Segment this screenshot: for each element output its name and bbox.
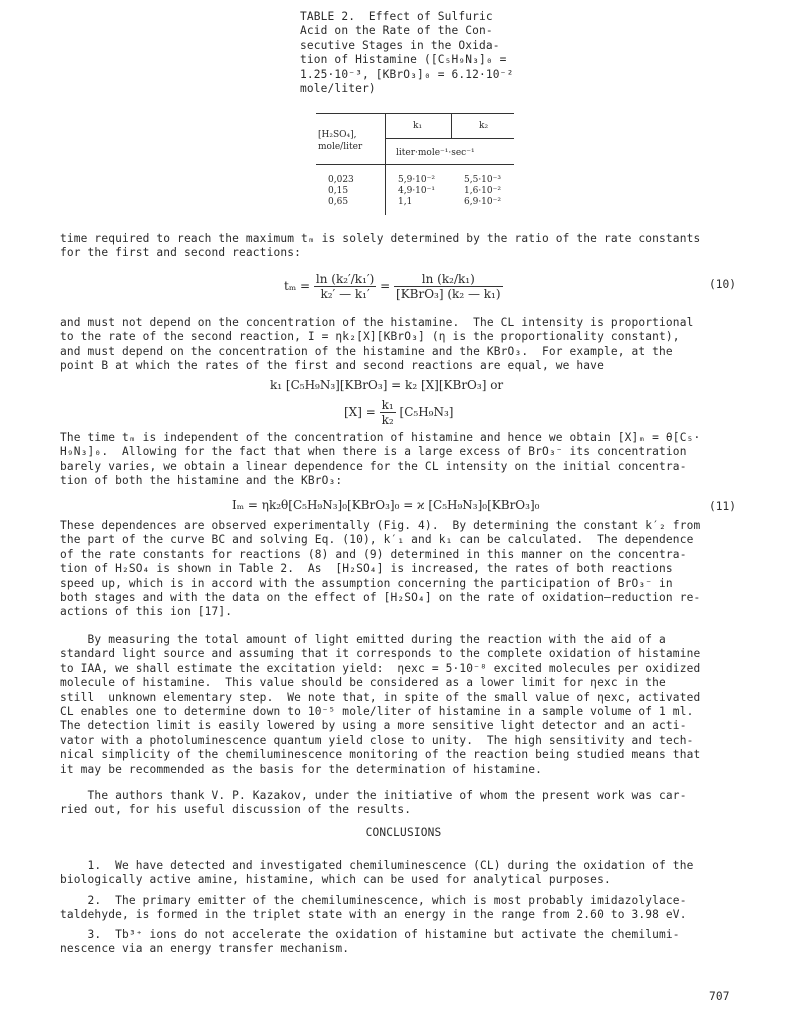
table-header-rule [316, 164, 514, 165]
paragraph [60, 789, 750, 818]
text-line: H₉N₃]₀. Allowing for the fact that when there is a large excess of BrO₃⁻ its concentration [60, 445, 687, 459]
equation-rates-equal: k₁ [C₅H₉N₃][KBrO₃] = k₂ [X][KBrO₃] or [270, 378, 504, 392]
equation-rhs: [C₅H₉N₃] [399, 405, 454, 419]
equation-number: (10) [709, 278, 736, 291]
text-line: TABLE 2. Effect of Sulfuric [300, 10, 493, 23]
text-line: 2. The primary emitter of the chemiluminescence, which is most probably imidazolylace- [60, 894, 687, 907]
conclusion-item [60, 859, 750, 888]
equation-fraction [394, 272, 503, 301]
text-line: both stages and with the data on the effect of [H₂SO₄] on the rate of oxidation—reduction re- [60, 591, 701, 605]
fraction-numerator: k₁ [381, 398, 394, 412]
equation-equals: = [380, 279, 391, 293]
table-cell: 0,65 [328, 197, 349, 207]
text-line: point B at which the rates of the first and second reactions are equal, we have [60, 359, 604, 373]
text-line: for the first and second reactions: [60, 246, 301, 260]
equation-number: (11) [709, 500, 736, 513]
equation-x [344, 398, 453, 427]
paragraph [60, 431, 750, 489]
text-line: time required to reach the maximum tₘ is solely determined by the ratio of the rate constants [60, 232, 701, 245]
text-line: actions of this ion [17]. [60, 605, 233, 619]
text-line: nescence via an energy transfer mechanism. [60, 942, 350, 956]
paragraph [60, 633, 750, 777]
text-line: 1. We have detected and investigated chemiluminescence (CL) during the oxidation of the [60, 859, 694, 872]
table-column-divider [451, 113, 452, 138]
text-line: 3. Tb³⁺ ions do not accelerate the oxidation of histamine but activate the chemilumi- [60, 928, 680, 941]
text-line: 1.25·10⁻³, [KBrO₃]₀ = 6.12·10⁻² [300, 67, 514, 81]
table-caption [300, 10, 535, 96]
text-line: speed up, which is in accord with the assumption concerning the participation of BrO₃⁻ in [60, 576, 673, 590]
text-line: tion of both the histamine and the KBrO₃: [60, 474, 343, 488]
text-line: it may be recommended as the basis for the determination of histamine. [60, 762, 542, 776]
text-line: taldehyde, is formed in the triplet state with an energy in the range from 2.60 to 3.98 eV. [60, 908, 687, 922]
text-line: to the rate of the second reaction, I = ηk₂[X][KBrO₃] (η is the proportionality constant), [60, 330, 680, 344]
table-header-k1: k₁ [413, 121, 423, 131]
text-line: nical simplicity of the chemiluminescence monitoring of the reaction being studied means that [60, 748, 701, 762]
text-line: biologically active amine, histamine, which can be used for analytical purposes. [60, 873, 611, 887]
text-line: By measuring the total amount of light emitted during the reaction with the aid of a [60, 633, 666, 646]
text-line: mole/liter) [300, 82, 376, 96]
equation-10 [284, 272, 503, 301]
text-line: to IAA, we shall estimate the excitation yield: ηexc = 5·10⁻⁸ excited molecules per oxidized [60, 661, 701, 675]
table-cell: 0,023 [328, 175, 354, 185]
text-line: The authors thank V. P. Kazakov, under the initiative of whom the present work was car- [60, 789, 687, 802]
fraction-numerator: ln (k₂/k₁) [394, 272, 503, 287]
equation-lhs: tₘ = [284, 279, 311, 293]
equation-11: Iₘ = ηk₂θ[C₅H₉N₃]₀[KBrO₃]₀ = ϰ [C₅H₉N₃]₀[KBrO₃]₀ [232, 498, 540, 512]
table-header-h2so4-line1: [H₂SO₄], [318, 130, 357, 140]
table-cell: 4,9·10⁻¹ [398, 186, 435, 196]
text-line: still unknown elementary step. We note that, in spite of the small value of ηexc, activated [60, 690, 701, 704]
text-line: tion of H₂SO₄ is shown in Table 2. As [H₂SO₄] is increased, the rates of both reactions [60, 562, 673, 576]
text-line: tion of Histamine ([C₅H₉N₃]₀ = [300, 53, 507, 67]
conclusion-item [60, 894, 750, 923]
equation-fraction [314, 272, 376, 301]
equation-lhs: [X] = [344, 405, 376, 419]
table-cell: 1,1 [398, 197, 413, 207]
text-line: standard light source and assuming that it corresponds to the complete oxidation of histamine [60, 647, 701, 661]
table-2 [316, 113, 514, 217]
text-line: ried out, for his useful discussion of the results. [60, 803, 412, 817]
paragraph [60, 316, 750, 374]
equation-fraction [380, 398, 396, 427]
fraction-denominator: k₂′ — k₁′ [320, 287, 370, 301]
fraction-denominator: [KBrO₃] (k₂ — k₁) [396, 287, 501, 301]
page-number: 707 [709, 990, 730, 1003]
fraction-denominator: k₂ [381, 413, 394, 427]
fraction-numerator: ln (k₂′/k₁′) [315, 272, 375, 286]
table-header-h2so4-line2: mole/liter [318, 142, 363, 152]
table-cell: 5,5·10⁻³ [464, 175, 501, 185]
text-line: molecule of histamine. This value should be considered as a lower limit for ηexc in the [60, 676, 666, 690]
text-line: the part of the curve BC and solving Eq. (10), k′₁ and k₁ can be calculated. The dependence [60, 533, 694, 547]
text-line: Acid on the Rate of the Con- [300, 24, 493, 38]
table-cell: 1,6·10⁻² [464, 186, 501, 196]
text-line: and must depend on the concentration of the histamine and the KBrO₃. For example, at the [60, 344, 673, 358]
paragraph [60, 519, 750, 620]
table-header-k2: k₂ [479, 121, 489, 131]
paragraph [60, 232, 750, 261]
text-line: The detection limit is easily lowered by using a more sensitive light detector and an acti- [60, 719, 687, 733]
text-line: CL enables one to determine down to 10⁻⁵ mole/liter of histamine in a sample volume of 1 ml. [60, 705, 694, 719]
text-line: The time tₘ is independent of the concentration of histamine and hence we obtain [X]ₘ = θ[C₅· [60, 431, 701, 444]
table-top-rule [316, 113, 514, 114]
text-line: secutive Stages in the Oxida- [300, 38, 500, 52]
text-line: barely varies, we obtain a linear dependence for the CL intensity on the initial concentra- [60, 459, 687, 473]
conclusion-item [60, 928, 750, 957]
section-heading: CONCLUSIONS [365, 826, 442, 839]
table-header-units: liter·mole⁻¹·sec⁻¹ [396, 148, 475, 158]
text-line: vator with a photoluminescence quantum yield close to unity. The high sensitivity and tech- [60, 733, 694, 747]
text-line: These dependences are observed experimentally (Fig. 4). By determining the constant k′₂ from [60, 519, 701, 532]
table-header-divider [385, 138, 514, 139]
text-line: and must not depend on the concentration of the histamine. The CL intensity is proportional [60, 316, 694, 329]
text-line: of the rate constants for reactions (8) and (9) determined in this manner on the concentra- [60, 547, 687, 561]
table-cell: 5,9·10⁻² [398, 175, 435, 185]
table-cell: 6,9·10⁻² [464, 197, 501, 207]
table-cell: 0,15 [328, 186, 349, 196]
